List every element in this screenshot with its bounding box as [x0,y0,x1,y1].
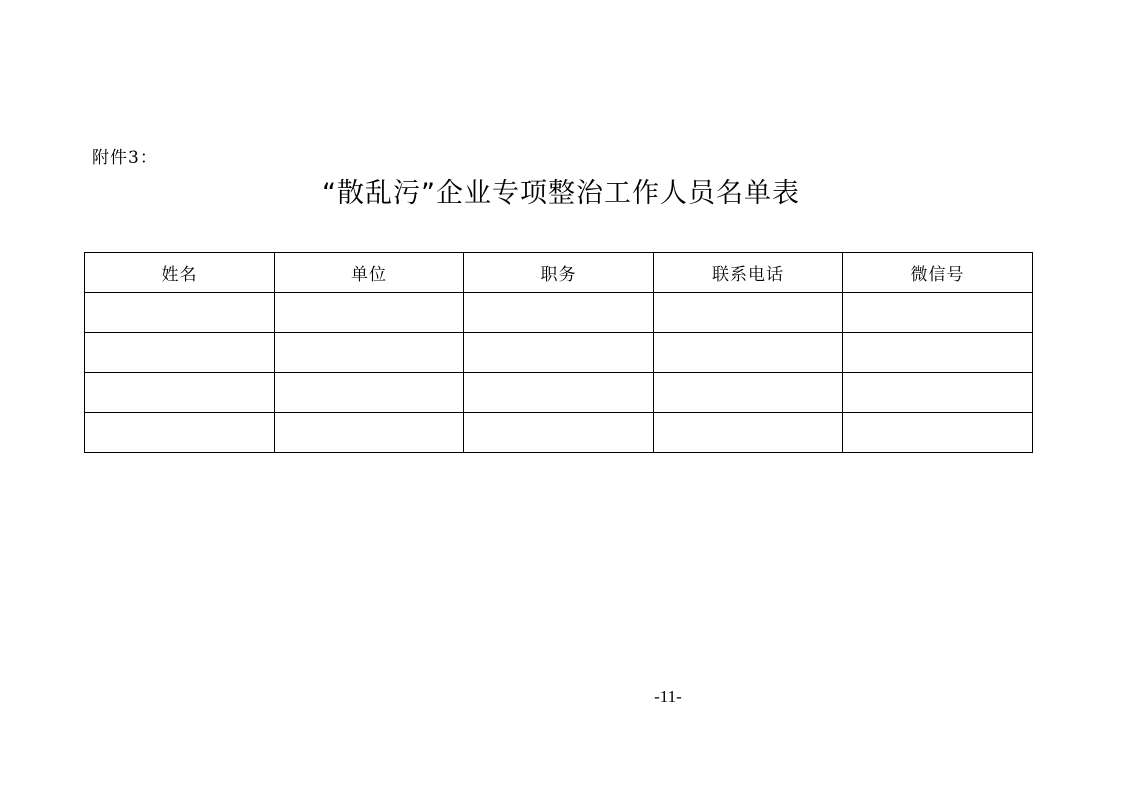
column-header-position: 职务 [464,253,654,293]
cell-name[interactable] [85,293,275,333]
column-header-wechat: 微信号 [843,253,1033,293]
column-header-unit: 单位 [275,253,464,293]
document-title: “散乱污”企业专项整治工作人员名单表 [322,178,800,209]
cell-wechat[interactable] [843,293,1033,333]
column-header-phone: 联系电话 [654,253,843,293]
table-row [85,293,1033,333]
cell-position[interactable] [464,333,654,373]
cell-wechat[interactable] [843,413,1033,453]
cell-phone[interactable] [654,413,843,453]
cell-phone[interactable] [654,333,843,373]
page-number: -11- [654,687,682,706]
cell-wechat[interactable] [843,333,1033,373]
cell-name[interactable] [85,413,275,453]
cell-wechat[interactable] [843,373,1033,413]
table-row [85,413,1033,453]
table-header-row [85,253,1033,293]
cell-name[interactable] [85,333,275,373]
cell-phone[interactable] [654,293,843,333]
cell-position[interactable] [464,373,654,413]
cell-position[interactable] [464,293,654,333]
cell-unit[interactable] [275,373,464,413]
table-row [85,373,1033,413]
cell-position[interactable] [464,413,654,453]
personnel-roster-table [84,252,1033,453]
attachment-label: 附件3： [92,148,158,168]
cell-unit[interactable] [275,333,464,373]
table-row [85,333,1033,373]
cell-phone[interactable] [654,373,843,413]
cell-unit[interactable] [275,413,464,453]
column-header-name: 姓名 [85,253,275,293]
cell-unit[interactable] [275,293,464,333]
cell-name[interactable] [85,373,275,413]
